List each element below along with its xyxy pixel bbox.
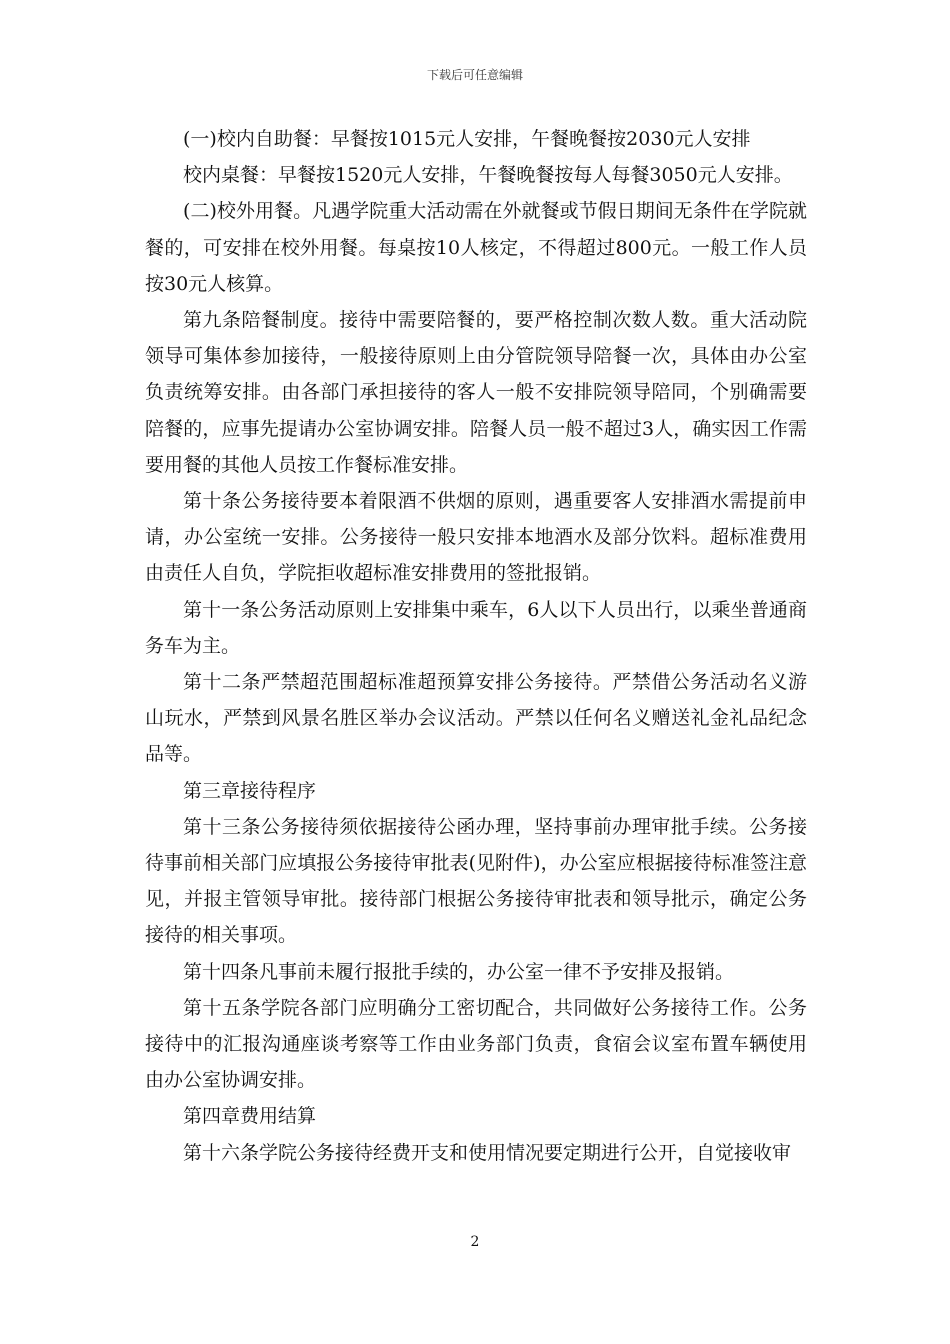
document-body [145, 121, 807, 1171]
paragraph-2: 校内桌餐：早餐按1520元人安排，午餐晚餐按每人每餐3050元人安排。 [183, 164, 793, 187]
paragraph-11: 第十五条学院各部门应明确分工密切配合，共同做好公务接待工作。公务接待中的汇报沟通座谈考察等工作由业务部门负责，食宿会议室布置车辆使用由办公室协调安排。 [145, 996, 807, 1092]
paragraph-5: 第十条公务接待要本着限酒不供烟的原则，遇重要客人安排酒水需提前申请，办公室统一安排。公务接待一般只安排本地酒水及部分饮料。超标准费用由责任人自负，学院拒收超标准安排费用的签批报销。 [145, 490, 807, 585]
chapter-heading-3: 第三章接待程序 [183, 779, 317, 802]
paragraph-7: 第十二条严禁超范围超标准超预算安排公务接待。严禁借公务活动名义游山玩水，严禁到风景名胜区举办会议活动。严禁以任何名义赠送礼金礼品纪念品等。 [145, 671, 807, 766]
page-header: 下载后可任意编辑 [426, 68, 523, 82]
paragraph-10: 第十四条凡事前未履行报批手续的，办公室一律不予安排及报销。 [183, 960, 735, 983]
paragraph-4: 第九条陪餐制度。接待中需要陪餐的，要严格控制次数人数。重大活动院领导可集体参加接待，一般接待原则上由分管院领导陪餐一次，具体由办公室负责统筹安排。由各部门承担接待的客人一般不安排院领导陪同，个别确需要陪餐的，应事先提请办公室协调安排。陪餐人员一般不超过3人，确实因工作需要用餐的其他人员按工作餐标准安排。 [145, 309, 807, 476]
paragraph-13: 第十六条学院公务接待经费开支和使用情况要定期进行公开，自觉接收审 [183, 1141, 792, 1164]
paragraph-9: 第十三条公务接待须依据接待公函办理，坚持事前办理审批手续。公务接待事前相关部门应填报公务接待审批表(见附件)，办公室应根据接待标准签注意见，并报主管领导审批。接待部门根据公务接待审批表和领导批示，确定公务接待的相关事项。 [145, 815, 807, 947]
paragraph-3: (二)校外用餐。凡遇学院重大活动需在外就餐或节假日期间无条件在学院就餐的，可安排在校外用餐。每桌按10人核定，不得超过800元。一般工作人员按30元人核算。 [145, 200, 807, 295]
chapter-heading-4: 第四章费用结算 [183, 1105, 317, 1128]
paragraph-1: (一)校内自助餐：早餐按1015元人安排，午餐晚餐按2030元人安排 [183, 128, 751, 150]
page-number: 2 [470, 1234, 480, 1250]
paragraph-6: 第十一条公务活动原则上安排集中乘车，6人以下人员出行，以乘坐普通商务车为主。 [145, 598, 807, 657]
